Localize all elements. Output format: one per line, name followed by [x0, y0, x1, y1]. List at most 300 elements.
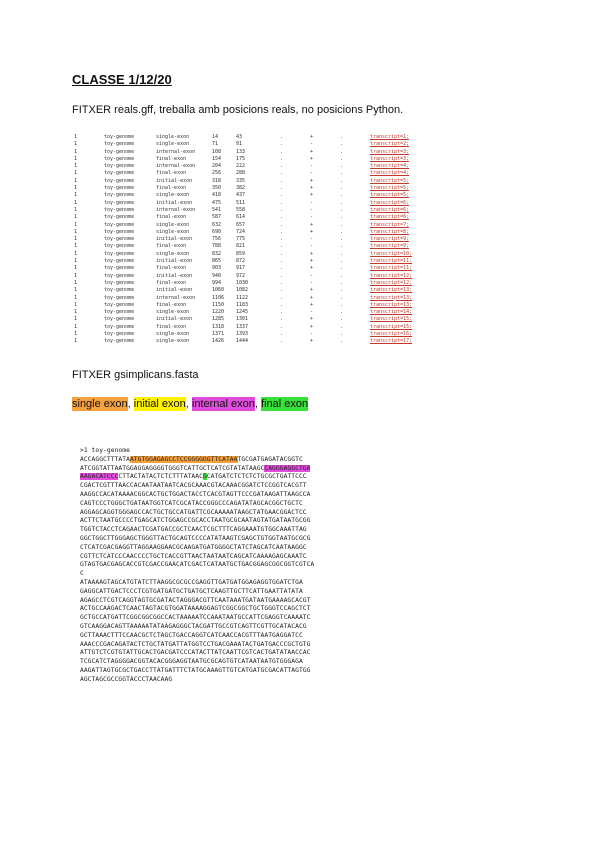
sequence-segment: AAGGCCACATAAAACGGCACTGCTGGACTACCTCACGTAGTTCCCGATAAGATTAAGCCA	[80, 490, 311, 498]
gff-cell: .	[340, 309, 344, 316]
gff-cell: .	[280, 323, 284, 330]
gff-cell: .	[280, 170, 284, 177]
sequence-segment: ATCGGTATTAATGGAGGAGGGGTGGGTCATTGCTCATCGTATATAAGC	[80, 464, 265, 472]
gff-cell: transcript=15;	[370, 323, 413, 330]
gff-cell: transcript=10;	[370, 250, 413, 257]
gff-cell: toy-genome	[104, 163, 135, 170]
gff-row	[74, 316, 454, 323]
gff-cell: 14	[212, 134, 219, 140]
gff-cell: 1426	[212, 338, 225, 345]
gff-cell: .	[340, 199, 344, 206]
sequence-line	[80, 500, 520, 509]
gff-row	[74, 273, 454, 280]
gff-cell: .	[340, 141, 344, 148]
gff-cell: single-exon	[156, 221, 190, 228]
gff-cell: 1122	[236, 294, 249, 301]
gff-cell: final-exon	[156, 265, 187, 272]
gff-row	[74, 192, 454, 199]
gff-cell: 335	[236, 177, 246, 184]
sequence-segment: CTCATCGACGAGGTTAGGAAGGAACGCAAGATGATGGGGCTATCTAGCATCAATAAGGC	[80, 543, 307, 551]
legend-separator: ,	[127, 398, 134, 410]
gff-cell: .	[340, 185, 344, 192]
sequence-segment: TGGTCTACCTCAGAACTCGATGACCGCTCAACTCGCTTTCAGGAAATGTGGCAAATTAG	[80, 526, 307, 534]
gff-row	[74, 141, 454, 148]
gff-cell: 256	[212, 170, 222, 177]
gff-cell: toy-genome	[104, 221, 135, 228]
sequence-line	[80, 649, 520, 658]
gff-cell: 1	[74, 265, 78, 272]
sequence-segment: ATAAAAGTAGCATGTATCTTAAGGCGCGCCGAGGTTGATGATGGAGAGGTGGATCTGA	[80, 578, 303, 586]
gff-cell: 558	[236, 206, 246, 213]
gff-cell: 1	[74, 206, 78, 213]
gff-row	[74, 258, 454, 265]
gff-cell: -	[310, 141, 314, 148]
gff-cell: 1150	[212, 301, 225, 308]
sequence-segment: CGACTCGTTTAACCACAATAATAATCACGCAAACGTACAAACGGATCTCCGGTCACGTT	[80, 482, 307, 490]
gff-cell: +	[310, 265, 314, 272]
gff-cell: .	[280, 185, 284, 192]
gff-cell: 1301	[236, 316, 249, 323]
gff-row	[74, 156, 454, 163]
gff-cell: 1	[74, 243, 78, 250]
gff-cell: toy-genome	[104, 279, 135, 286]
legend-separator: ,	[185, 398, 192, 410]
gff-cell: 511	[236, 199, 246, 206]
gff-cell: transcript=6;	[370, 206, 410, 213]
gff-cell: +	[310, 221, 314, 228]
gff-cell: transcript=9;	[370, 236, 410, 243]
sequence-segment: GCTGCCATGATTCGGCGGCGGCCACTAAAAATCCAAATAATGCCATTCGAGGTCAAAATC	[80, 614, 311, 622]
highlighted-exon-segment: ATGTGGAGAGCCTCCGGGGGGTTCATAA	[129, 455, 238, 463]
gff-cell: 1	[74, 141, 78, 148]
gff-cell: .	[340, 221, 344, 228]
gff-cell: 614	[236, 214, 246, 221]
gff-cell: toy-genome	[104, 228, 135, 235]
gff-cell: transcript=5;	[370, 177, 410, 184]
gff-cell: 1	[74, 236, 78, 243]
gff-cell: toy-genome	[104, 294, 135, 301]
gff-cell: .	[280, 338, 284, 345]
gff-cell: single-exon	[156, 134, 190, 140]
gff-cell: +	[310, 301, 314, 308]
sequence-line	[80, 588, 520, 597]
gff-cell: .	[340, 177, 344, 184]
gff-cell: toy-genome	[104, 177, 135, 184]
gff-row	[74, 287, 454, 294]
gff-cell: final-exon	[156, 170, 187, 177]
gff-cell: toy-genome	[104, 148, 135, 155]
sequence-segment: GAGGCATTGACTCCCTCGTGATGATGCTGATGCTCAAGTTGCTTCATTGAATTATATA	[80, 587, 303, 595]
gff-cell: 1371	[212, 331, 225, 338]
gff-cell: initial-exon	[156, 236, 193, 243]
gff-cell: .	[340, 206, 344, 213]
gff-cell: 91	[236, 141, 243, 148]
gff-cell: +	[310, 185, 314, 192]
gff-cell: 1	[74, 309, 78, 316]
gff-cell: .	[280, 148, 284, 155]
gff-cell: 821	[236, 243, 246, 250]
sequence-segment: ACTGCCAAGACTCAACTAGTACGTGGATAAAAGGAGTCGGCGGCTGCTGGGTCCAGCTCT	[80, 605, 311, 613]
gff-cell: internal-exon	[156, 148, 196, 155]
gff-cell: .	[340, 192, 344, 199]
sequence-line	[80, 676, 520, 685]
gff-cell: .	[340, 323, 344, 330]
gff-cell: .	[340, 170, 344, 177]
gff-cell: 1	[74, 287, 78, 294]
gff-cell: 1	[74, 250, 78, 257]
gff-cell: .	[340, 258, 344, 265]
fasta-file-title: FITXER gsimplicans.fasta	[72, 369, 199, 381]
sequence-segment: ATTGTCTCGTGTATTGCACTGACGATCCCATACTTATCAATTCGTCACTGATATAACCAC	[80, 649, 311, 657]
gff-cell: 1	[74, 338, 78, 345]
gff-cell: .	[340, 279, 344, 286]
gff-cell: transcript=11;	[370, 258, 413, 265]
gff-cell: 1	[74, 177, 78, 184]
gff-cell: .	[280, 316, 284, 323]
gff-row	[74, 302, 454, 309]
legend-single-exon: single exon	[72, 398, 128, 410]
sequence-segment: AAGATTAGTGCGCTGACCTTATGATTTCTATGCAAAGTTGTCATGATGCGACATTAGTGG	[80, 666, 311, 674]
gff-row	[74, 236, 454, 243]
gff-cell: 872	[236, 258, 246, 265]
gff-cell: 775	[236, 236, 246, 243]
gff-cell: 1	[74, 134, 78, 140]
gff-cell: 154	[212, 155, 222, 162]
gff-cell: toy-genome	[104, 141, 135, 148]
gff-cell: 1245	[236, 309, 249, 316]
gff-cell: transcript=14;	[370, 309, 413, 316]
gff-cell: +	[310, 148, 314, 155]
gff-cell: +	[310, 323, 314, 330]
gff-cell: 1	[74, 148, 78, 155]
gff-cell: transcript=13;	[370, 294, 413, 301]
gff-cell: single-exon	[156, 331, 190, 338]
gff-row	[74, 309, 454, 316]
gff-cell: toy-genome	[104, 272, 135, 279]
gff-cell: 437	[236, 192, 246, 199]
gff-cell: .	[340, 316, 344, 323]
sequence-line	[80, 641, 520, 650]
gff-cell: .	[280, 199, 284, 206]
gff-row	[74, 295, 454, 302]
gff-cell: single-exon	[156, 338, 190, 345]
gff-cell: 865	[212, 258, 222, 265]
gff-cell: 1337	[236, 323, 249, 330]
gff-cell: +	[310, 338, 314, 345]
gff-cell: 1082	[236, 287, 249, 294]
gff-cell: 108	[212, 148, 222, 155]
gff-cell: toy-genome	[104, 323, 135, 330]
gff-cell: 204	[212, 163, 222, 170]
sequence-line	[80, 561, 520, 570]
sequence-line	[80, 579, 520, 588]
gff-cell: .	[280, 134, 284, 140]
sequence-segment: GCTTAAACTTTCCAACGCTCTAGCTGACCAGGTCATCAACCACGTTTAATGAGGATCC	[80, 631, 303, 639]
sequence-segment: GTAGTGACGAGCACCGTCGACCGAACATCGACTCATAATGCTGACGGAGCGGCGGTCGTCA	[80, 561, 315, 569]
gff-cell: transcript=17;	[370, 338, 413, 345]
gff-cell: final-exon	[156, 185, 187, 192]
gff-cell: +	[310, 250, 314, 257]
gff-cell: 541	[212, 206, 222, 213]
gff-cell: initial-exon	[156, 287, 193, 294]
sequence-line	[80, 614, 520, 623]
gff-row	[74, 229, 454, 236]
gff-cell: initial-exon	[156, 316, 193, 323]
gff-cell: toy-genome	[104, 185, 135, 192]
gff-cell: toy-genome	[104, 214, 135, 221]
gff-cell: 724	[236, 228, 246, 235]
sequence-segment: AGGAGCAGGTGGGAGCCACTGCTGCCATGATTCGCAAAAATAAGCTATGAACGGACTCC	[80, 508, 307, 516]
gff-cell: final-exon	[156, 214, 187, 221]
gff-cell: initial-exon	[156, 199, 193, 206]
gff-row	[74, 185, 454, 192]
gff-cell: internal-exon	[156, 206, 196, 213]
fasta-sequence	[80, 447, 520, 685]
gff-row	[74, 214, 454, 221]
sequence-segment: AAACCCGACAGATACTCTGCTATGATTATGGTCCTGACGAAATACTGATGACCCGCTGTG	[80, 640, 311, 648]
gff-cell: 1	[74, 301, 78, 308]
gff-cell: -	[310, 279, 314, 286]
gff-cell: -	[310, 243, 314, 250]
sequence-line	[80, 473, 520, 482]
sequence-line	[80, 597, 520, 606]
gff-cell: toy-genome	[104, 134, 135, 140]
gff-cell: +	[310, 316, 314, 323]
gff-cell: 1060	[212, 287, 225, 294]
gff-cell: final-exon	[156, 279, 187, 286]
gff-cell: final-exon	[156, 323, 187, 330]
gff-cell: 1	[74, 199, 78, 206]
gff-row	[74, 243, 454, 250]
gff-cell: toy-genome	[104, 331, 135, 338]
gff-cell: .	[280, 258, 284, 265]
fasta-header-line: >1 toy-genome	[80, 447, 130, 454]
gff-cell: .	[280, 250, 284, 257]
gff-row	[74, 134, 454, 141]
gff-cell: toy-genome	[104, 192, 135, 199]
sequence-segment: TCGCATCTAGGGGACGGTACACGGGAGGTAATGCGCAGTGTCATAATAATGTGGGAGA	[80, 658, 303, 666]
gff-cell: 917	[236, 265, 246, 272]
gff-cell: +	[310, 177, 314, 184]
gff-cell: toy-genome	[104, 155, 135, 162]
gff-cell: .	[340, 228, 344, 235]
gff-cell: final-exon	[156, 155, 187, 162]
gff-cell: +	[310, 155, 314, 162]
sequence-line	[80, 605, 520, 614]
gff-cell: transcript=4;	[370, 170, 410, 177]
gff-cell: transcript=15;	[370, 316, 413, 323]
gff-row	[74, 207, 454, 214]
gff-cell: 1106	[212, 294, 225, 301]
gff-cell: final-exon	[156, 301, 187, 308]
gff-cell: .	[280, 155, 284, 162]
gff-cell: 657	[236, 221, 246, 228]
gff-cell: .	[340, 301, 344, 308]
gff-row	[74, 280, 454, 287]
gff-cell: .	[340, 250, 344, 257]
gff-cell: transcript=8;	[370, 228, 410, 235]
gff-cell: .	[280, 163, 284, 170]
gff-cell: .	[280, 221, 284, 228]
gff-row	[74, 331, 454, 338]
gff-cell: internal-exon	[156, 294, 196, 301]
gff-cell: 1	[74, 316, 78, 323]
gff-cell: .	[280, 214, 284, 221]
gff-cell: 1444	[236, 338, 249, 345]
gff-cell: .	[280, 331, 284, 338]
gff-cell: 756	[212, 236, 222, 243]
sequence-line	[80, 456, 520, 465]
gff-cell: -	[310, 163, 314, 170]
gff-cell: transcript=7;	[370, 221, 410, 228]
gff-cell: 382	[236, 185, 246, 192]
sequence-line	[80, 517, 520, 526]
gff-cell: -	[310, 331, 314, 338]
gff-cell: toy-genome	[104, 309, 135, 316]
gff-cell: 1	[74, 258, 78, 265]
gff-cell: 832	[212, 250, 222, 257]
gff-cell: 1	[74, 192, 78, 199]
gff-cell: .	[340, 148, 344, 155]
gff-cell: .	[340, 331, 344, 338]
gff-cell: single-exon	[156, 309, 190, 316]
gff-cell: 1030	[236, 279, 249, 286]
gff-cell: 690	[212, 228, 222, 235]
gff-cell: 418	[212, 192, 222, 199]
gff-cell: 994	[212, 279, 222, 286]
gff-table	[74, 134, 454, 346]
gff-cell: toy-genome	[104, 199, 135, 206]
gff-cell: .	[280, 265, 284, 272]
gff-cell: 1220	[212, 309, 225, 316]
sequence-line	[80, 553, 520, 562]
sequence-segment: C	[80, 570, 84, 578]
gff-cell: .	[280, 206, 284, 213]
gff-cell: 350	[212, 185, 222, 192]
gff-cell: .	[340, 338, 344, 345]
gff-cell: .	[280, 192, 284, 199]
exon-color-legend	[72, 398, 308, 410]
sequence-line	[80, 632, 520, 641]
gff-cell: transcript=6;	[370, 214, 410, 221]
gff-cell: 587	[212, 214, 222, 221]
gff-cell: transcript=5;	[370, 192, 410, 199]
gff-cell: +	[310, 294, 314, 301]
gff-cell: transcript=1;	[370, 134, 410, 140]
gff-cell: .	[340, 236, 344, 243]
sequence-segment: CTTACTATACTCTCTTTATAAC	[118, 473, 203, 481]
gff-cell: +	[310, 134, 314, 140]
gff-cell: 1	[74, 163, 78, 170]
gff-cell: 318	[212, 177, 222, 184]
gff-row	[74, 149, 454, 156]
gff-cell: single-exon	[156, 141, 190, 148]
gff-row	[74, 163, 454, 170]
gff-row	[74, 178, 454, 185]
gff-cell: .	[280, 301, 284, 308]
gff-cell: -	[310, 206, 314, 213]
sequence-line	[80, 509, 520, 518]
gff-row	[74, 265, 454, 272]
gff-cell: single-exon	[156, 192, 190, 199]
legend-separator: ,	[254, 398, 262, 410]
gff-cell: 1393	[236, 331, 249, 338]
gff-cell: .	[340, 294, 344, 301]
gff-cell: 1	[74, 272, 78, 279]
highlighted-exon-segment: CAGGGAGGCTGA	[264, 464, 311, 472]
gff-cell: transcript=6;	[370, 199, 410, 206]
gff-cell: final-exon	[156, 243, 187, 250]
highlighted-exon-segment: G	[202, 473, 207, 481]
gff-cell: .	[340, 287, 344, 294]
gff-cell: toy-genome	[104, 265, 135, 272]
gff-cell: initial-exon	[156, 258, 193, 265]
gff-cell: 1	[74, 170, 78, 177]
gff-cell: transcript=9;	[370, 243, 410, 250]
gff-cell: 1	[74, 294, 78, 301]
gff-cell: 632	[212, 221, 222, 228]
sequence-segment: ACCAGGCTTTATA	[80, 455, 130, 463]
sequence-segment: AGCTAGCGCCGGTACCCTAACAAG	[80, 675, 173, 683]
gff-cell: toy-genome	[104, 236, 135, 243]
sequence-segment: CATGATCTCTCTCTGCGCTGATTCCC	[206, 473, 307, 481]
gff-cell: toy-genome	[104, 250, 135, 257]
sequence-line	[80, 465, 520, 474]
gff-row	[74, 222, 454, 229]
gff-cell: -	[310, 199, 314, 206]
gff-cell: .	[340, 163, 344, 170]
gff-cell: .	[280, 272, 284, 279]
gff-cell: .	[280, 236, 284, 243]
gff-row	[74, 324, 454, 331]
gff-cell: initial-exon	[156, 272, 193, 279]
legend-initial-exon: initial exon	[133, 398, 186, 410]
gff-cell: transcript=16;	[370, 331, 413, 338]
gff-cell: .	[280, 243, 284, 250]
gff-row	[74, 170, 454, 177]
sequence-segment: CAGTCCCTGGGCTGATAATGGTCATCGCATACCGGGCCCAGATATAGCACGGCTGCTC	[80, 499, 303, 507]
sequence-line	[80, 482, 520, 491]
sequence-line	[80, 491, 520, 500]
gff-cell: 1	[74, 228, 78, 235]
sequence-line	[80, 570, 520, 579]
gff-cell: 1183	[236, 301, 249, 308]
gff-cell: .	[280, 177, 284, 184]
gff-cell: .	[340, 214, 344, 221]
gff-cell: .	[280, 309, 284, 316]
sequence-segment: TGCGATGAGATACGGTC	[237, 455, 303, 463]
gff-cell: 43	[236, 134, 243, 140]
gff-cell: -	[310, 236, 314, 243]
gff-row	[74, 338, 454, 345]
gff-cell: +	[310, 258, 314, 265]
legend-final-exon: final exon	[261, 398, 309, 410]
gff-cell: -	[310, 170, 314, 177]
gff-cell: 475	[212, 199, 222, 206]
gff-cell: transcript=13;	[370, 287, 413, 294]
gff-file-description: FITXER reals.gff, treballa amb posicions reals, no posicions Python.	[72, 104, 404, 116]
gff-cell: transcript=3;	[370, 148, 410, 155]
gff-cell: transcript=2;	[370, 141, 410, 148]
sequence-segment: CGTTCTCATCCCAACCCCTGCTCACCGTTAACTAATAATCAGCATCAAAAGAGCAAATC	[80, 552, 307, 560]
gff-cell: transcript=5;	[370, 185, 410, 192]
sequence-segment: ACTTCTAATGCCCCTGAGCATCTGGAGCCGCACCTAATGCGCAATAGTATGATAATGCGG	[80, 517, 311, 525]
gff-cell: 71	[212, 141, 219, 148]
legend-internal-exon: internal exon	[191, 398, 255, 410]
gff-cell: 1	[74, 279, 78, 286]
gff-cell: -	[310, 309, 314, 316]
gff-cell: 1	[74, 214, 78, 221]
